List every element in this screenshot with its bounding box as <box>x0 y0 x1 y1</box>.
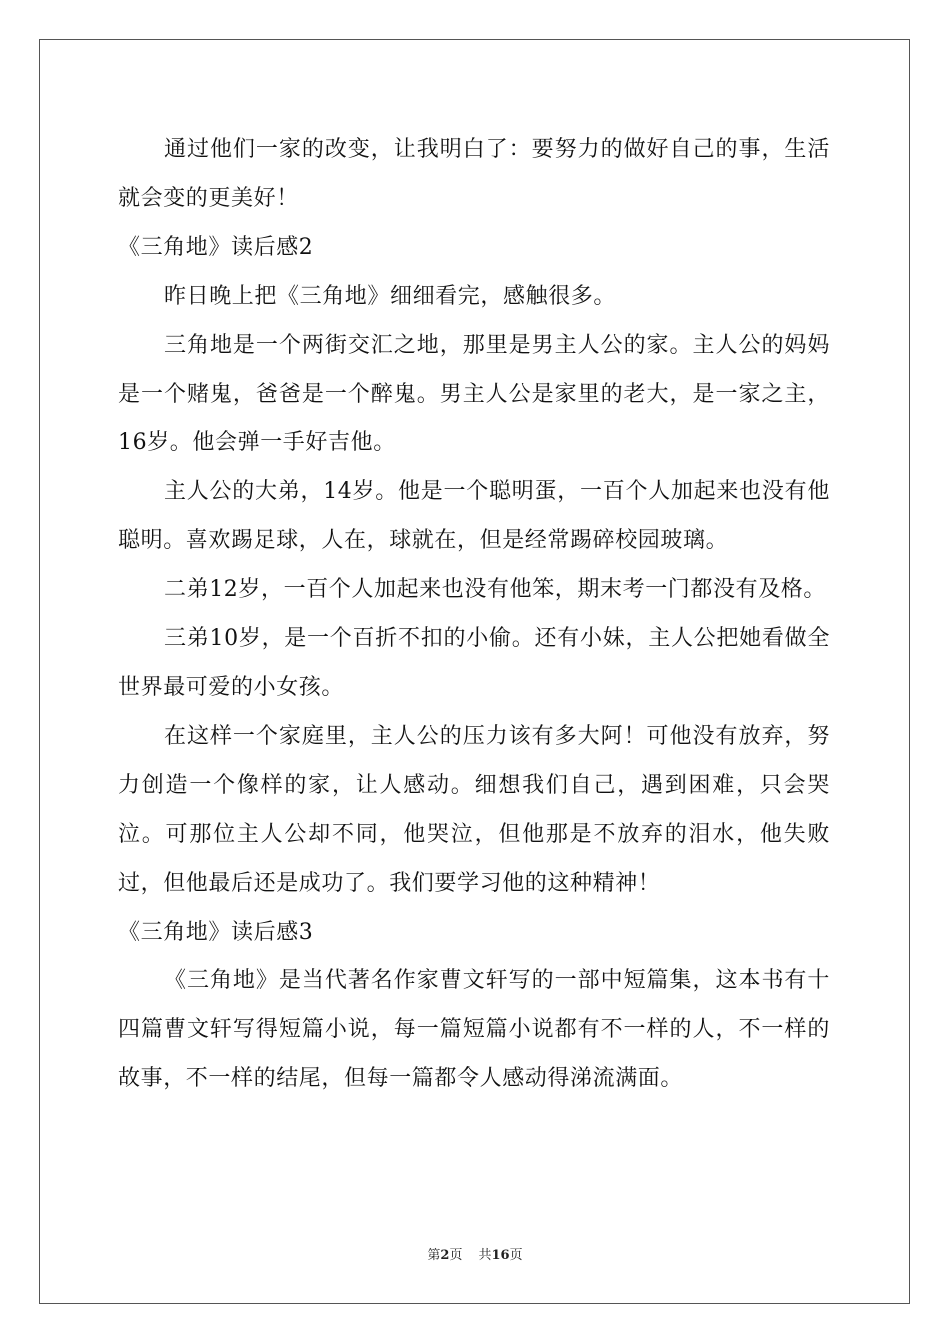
paragraph: 在这样一个家庭里，主人公的压力该有多大阿！可他没有放弃，努力创造一个像样的家，让人感动。细想我们自己，遇到困难，只会哭泣。可那位主人公却不同，他哭泣，但他那是不放弃的泪水，他失败过，但他最后还是成功了。我们要学习他的这种精神！ <box>118 723 830 896</box>
paragraph: 《三角地》是当代著名作家曹文轩写的一部中短篇集，这本书有十四篇曹文轩写得短篇小说，每一篇短篇小说都有不一样的人，不一样的故事，不一样的结尾，但每一篇都令人感动得涕流满面。 <box>118 968 830 1092</box>
total-suffix: 页 <box>509 1248 523 1263</box>
page-number: 2 <box>440 1248 450 1263</box>
page-prefix: 第 <box>427 1248 441 1263</box>
paragraph: 通过他们一家的改变，让我明白了：要努力的做好自己的事，生活就会变的更美好！ <box>118 137 830 211</box>
paragraph: 二弟12岁，一百个人加起来也没有他笨，期末考一门都没有及格。 <box>164 577 826 603</box>
page-footer <box>0 1247 950 1265</box>
paragraph: 主人公的大弟，14岁。他是一个聪明蛋，一百个人加起来也没有他聪明。喜欢踢足球，人在，球就在，但是经常踢碎校园玻璃。 <box>118 479 830 554</box>
section-heading: 《三角地》读后感3 <box>118 919 314 945</box>
paragraph: 三弟10岁，是一个百折不扣的小偷。还有小妹，主人公把她看做全世界最可爱的小女孩。 <box>118 626 830 700</box>
section-heading: 《三角地》读后感2 <box>118 234 314 260</box>
total-pages: 16 <box>491 1248 510 1263</box>
page-suffix: 页 <box>449 1248 463 1263</box>
document-body <box>118 126 830 1104</box>
paragraph: 昨日晚上把《三角地》细细看完，感触很多。 <box>164 283 617 309</box>
total-prefix: 共 <box>478 1248 492 1263</box>
paragraph: 三角地是一个两街交汇之地，那里是男主人公的家。主人公的妈妈是一个赌鬼，爸爸是一个醉鬼。男主人公是家里的老大，是一家之主，16岁。他会弹一手好吉他。 <box>118 332 830 456</box>
